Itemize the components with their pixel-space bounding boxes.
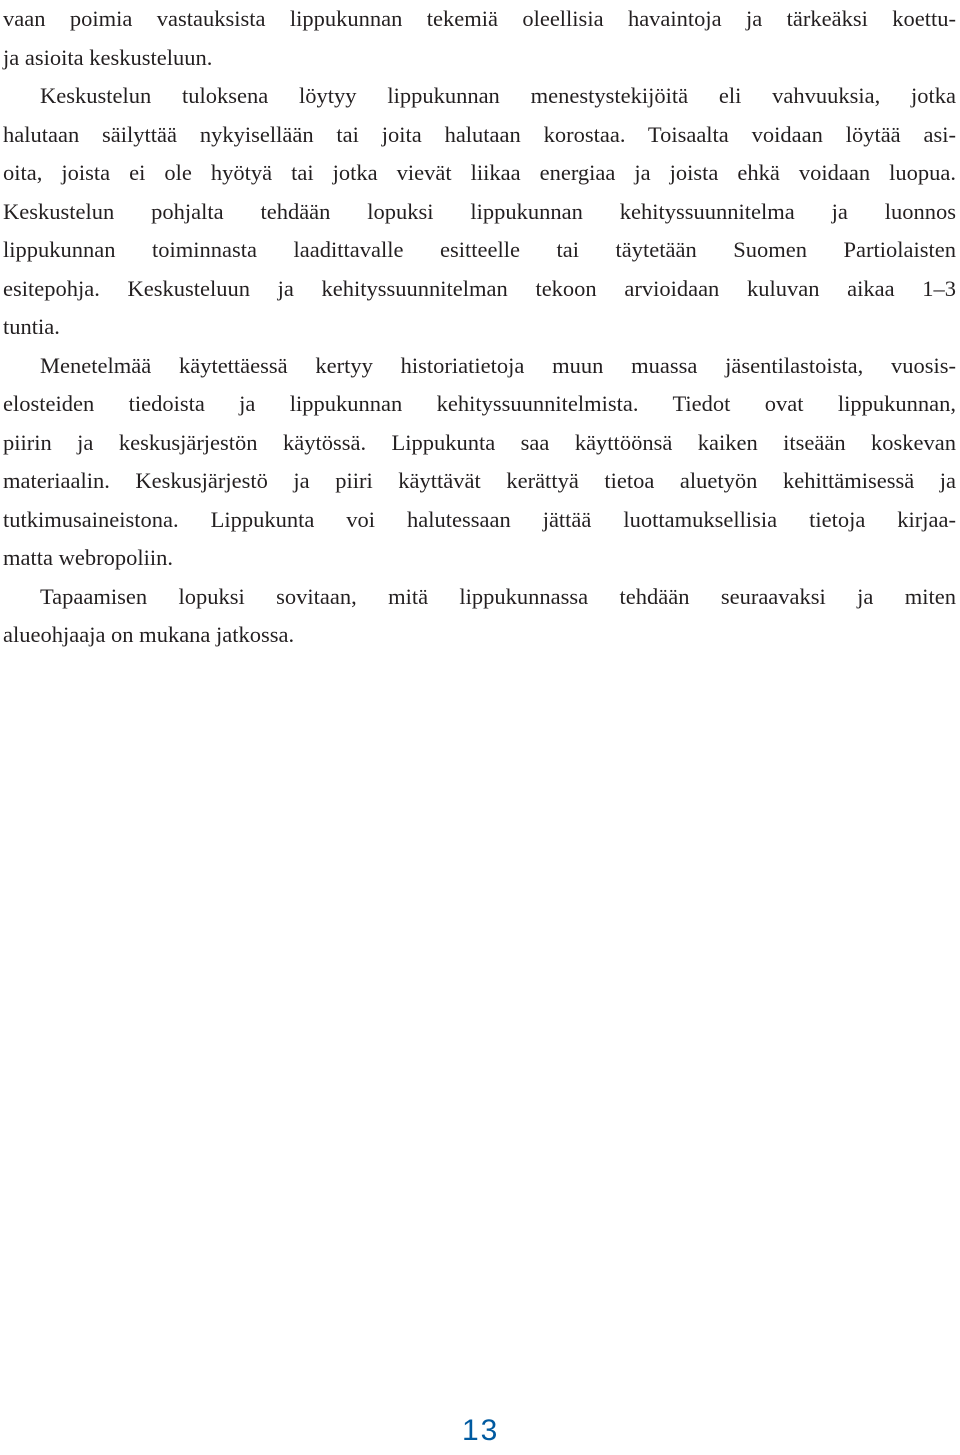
text-line: vaan poimia vastauksista lippukunnan tekemiä oleellisia havaintoja ja tärkeäksi koettu- xyxy=(3,6,956,31)
text-line: elosteiden tiedoista ja lippukunnan kehityssuunnitelmista. Tiedot ovat lippukunnan, xyxy=(3,391,956,416)
text-line: lippukunnan toiminnasta laadittavalle esitteelle tai täytetään Suomen Partiolaisten xyxy=(3,237,956,262)
text-line: halutaan säilyttää nykyisellään tai joita halutaan korostaa. Toisaalta voidaan löytää asi- xyxy=(3,121,956,147)
text-line: piirin ja keskusjärjestön käytössä. Lippukunta saa käyttöönsä kaiken itseään koskevan xyxy=(3,429,956,455)
text-line: tuntia. xyxy=(3,314,60,339)
text-line: materiaalin. Keskusjärjestö ja piiri käyttävät kerättyä tietoa aluetyön kehittämisessä ja xyxy=(3,468,956,493)
text-line: ja asioita keskusteluun. xyxy=(3,44,213,70)
text-line: Keskustelun pohjalta tehdään lopuksi lippukunnan kehityssuunnitelma ja luonnos xyxy=(3,198,956,224)
text-line: Menetelmää käytettäessä kertyy historiatietoja muun muassa jäsentilastoista, vuosis- xyxy=(40,352,956,378)
text-line: oita, joista ei ole hyötyä tai jotka vievät liikaa energiaa ja joista ehkä voidaan luopua. xyxy=(3,160,956,185)
text-line: Tapaamisen lopuksi sovitaan, mitä lippukunnassa tehdään seuraavaksi ja miten xyxy=(40,583,956,609)
body-text xyxy=(3,0,956,655)
text-line: esitepohja. Keskusteluun ja kehityssuunnitelman tekoon arvioidaan kuluvan aikaa 1–3 xyxy=(3,275,956,301)
text-line: tutkimusaineistona. Lippukunta voi halutessaan jättää luottamuksellisia tietoja kirjaa- xyxy=(3,506,956,532)
text-line: Keskustelun tuloksena löytyy lippukunnan menestystekijöitä eli vahvuuksia, jotka xyxy=(40,83,956,108)
text-line: alueohjaaja on mukana jatkossa. xyxy=(3,622,295,647)
page-number: 13 xyxy=(462,1414,500,1447)
text-line: matta webropoliin. xyxy=(3,545,173,570)
